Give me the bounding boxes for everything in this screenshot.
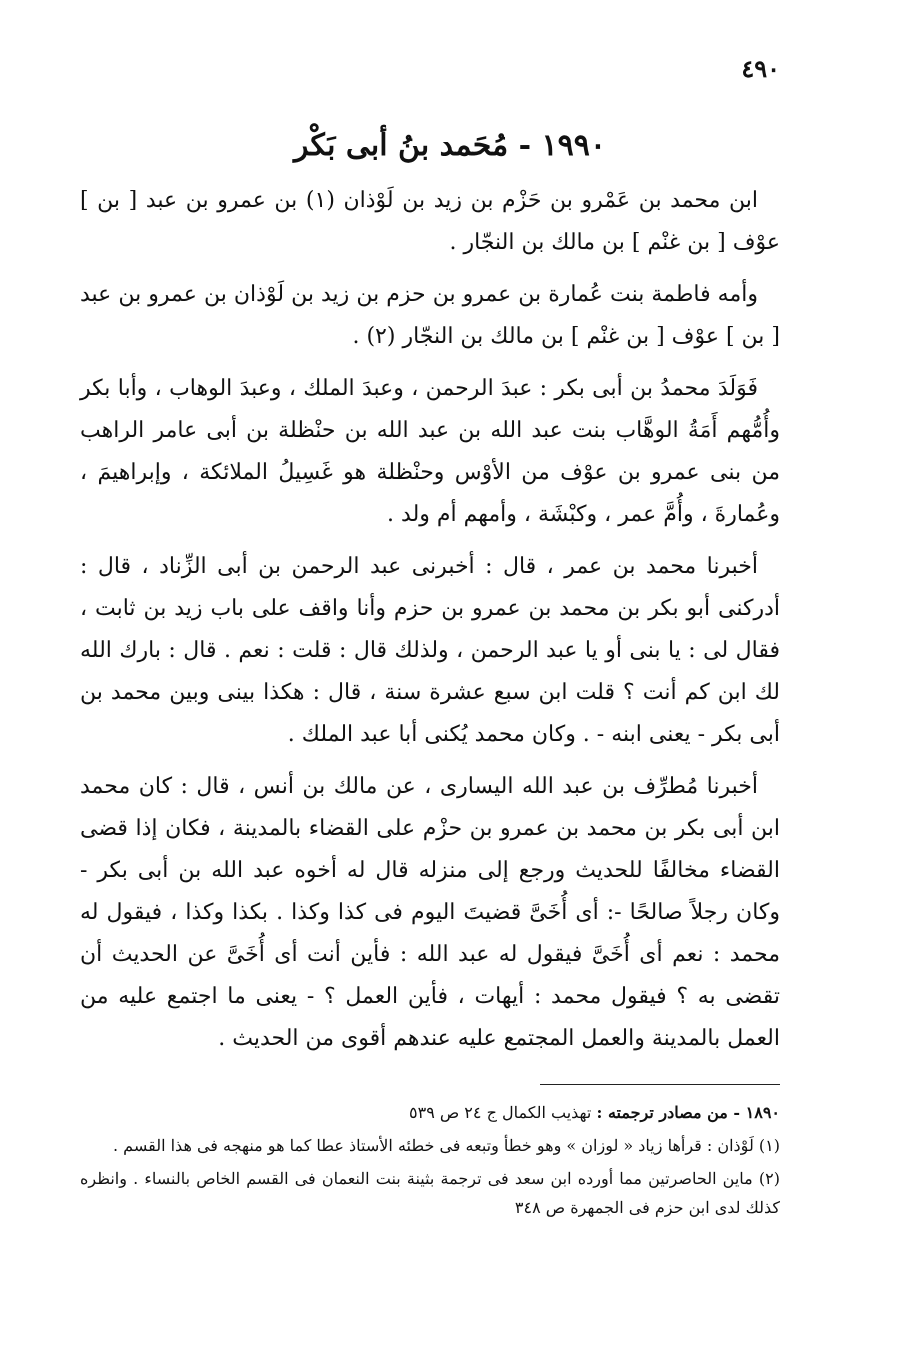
footnote-2: (٢) ماين الحاصرتين مما أورده ابن سعد فى ترجمة بثينة بنت النعمان فى القسم الخاص بالنساء . وانظره كذلك لدى ابن حزم فى الجمهرة ص ٣٤٨	[80, 1169, 780, 1217]
paragraph-lineage: ابن محمد بن عَمْرو بن حَزْم بن زيد بن لَوْذان (١) بن عمرو بن عبد [ بن ] عوْف [ بن غنْم ] بن مالك بن النجّار .	[80, 188, 780, 255]
paragraph-narration-1: أخبرنا محمد بن عمر ، قال : أخبرنى عبد الرحمن بن أبى الزِّناد ، قال : أدركنى أبو بكر بن محمد بن عمرو بن حزم وأنا واقف على باب زيد بن ثابت ، فقال لى : يا بنى أو يا عبد الرحمن ، ولذلك قال : قلت : نعم . قال : بارك الله لك ابن كم أنت ؟ قلت ابن سبع عشرة سنة ، قال : هكذا بينى وبين محمد بن أبى بكر - يعنى ابنه - . وكان محمد يُكنى أبا عبد الملك .	[80, 554, 780, 747]
footnote-sources-text: تهذيب الكمال ج ٢٤ ص ٥٣٩	[409, 1103, 592, 1122]
paragraph-narration-2: أخبرنا مُطرِّف بن عبد الله اليسارى ، عن مالك بن أنس ، قال : كان محمد ابن أبى بكر بن محمد بن عمرو بن حزْم على القضاء بالمدينة ، فكان إذا قضى القضاء مخالفًا للحديث ورجع إلى منزله قال له أخوه عبد الله بن أبى بكر - وكان رجلاً صالحًا -: أى أُخَىَّ قضيتَ اليوم فى كذا وكذا . بكذا وكذا ، فيقول له محمد : نعم أى أُخَىَّ فيقول له عبد الله : فأين أنت أى أُخَىَّ عن الحديث أن تقضى به ؟ فيقول محمد : أيهات ، فأين العمل ؟ - يعنى ما اجتمع عليه من العمل بالمدينة والعمل المجتمع عليه عندهم أقوى من الحديث .	[80, 774, 780, 1051]
footnote-1: (١) لَوْذان : قرأها زياد « لوزان » وهو خطأ وتبعه فى خطئه الأستاذ عطا كما هو منهجه فى هذا القسم .	[113, 1136, 780, 1155]
entry-body	[80, 180, 780, 1070]
footnote-divider	[540, 1084, 780, 1085]
footnote-sources-label: ١٨٩٠ - من مصادر ترجمته :	[596, 1103, 780, 1122]
paragraph-mother: وأمه فاطمة بنت عُمارة بن عمرو بن حزم بن زيد بن لَوْذان بن عمرو بن عبد [ بن ] عوْف [ بن غنْم ] بن مالك بن النجّار (٢) .	[80, 282, 780, 349]
paragraph-children: فَوَلَدَ محمدُ بن أبى بكر : عبدَ الرحمن ، وعبدَ الملك ، وعبدَ الوهاب ، وأبا بكر وأُمُّهم أَمَةُ الوهَّاب بنت عبد الله بن عبد الله بن حنْظلة بن أبى عامر الراهب من بنى عمرو بن عوْف من الأوْس وحنْظلة هو غَسِيلُ الملائكة ، وإبراهيمَ ، وعُمارةَ ، وأُمَّ عمر ، وكبْشَة ، وأمهم أم ولد .	[80, 376, 780, 527]
page-number: ٤٩٠	[741, 54, 780, 83]
entry-title: ١٩٩٠ - مُحَمد بنُ أبى بَكْر	[294, 128, 606, 163]
footnotes	[80, 1098, 780, 1226]
footnote-sources	[80, 1098, 780, 1127]
